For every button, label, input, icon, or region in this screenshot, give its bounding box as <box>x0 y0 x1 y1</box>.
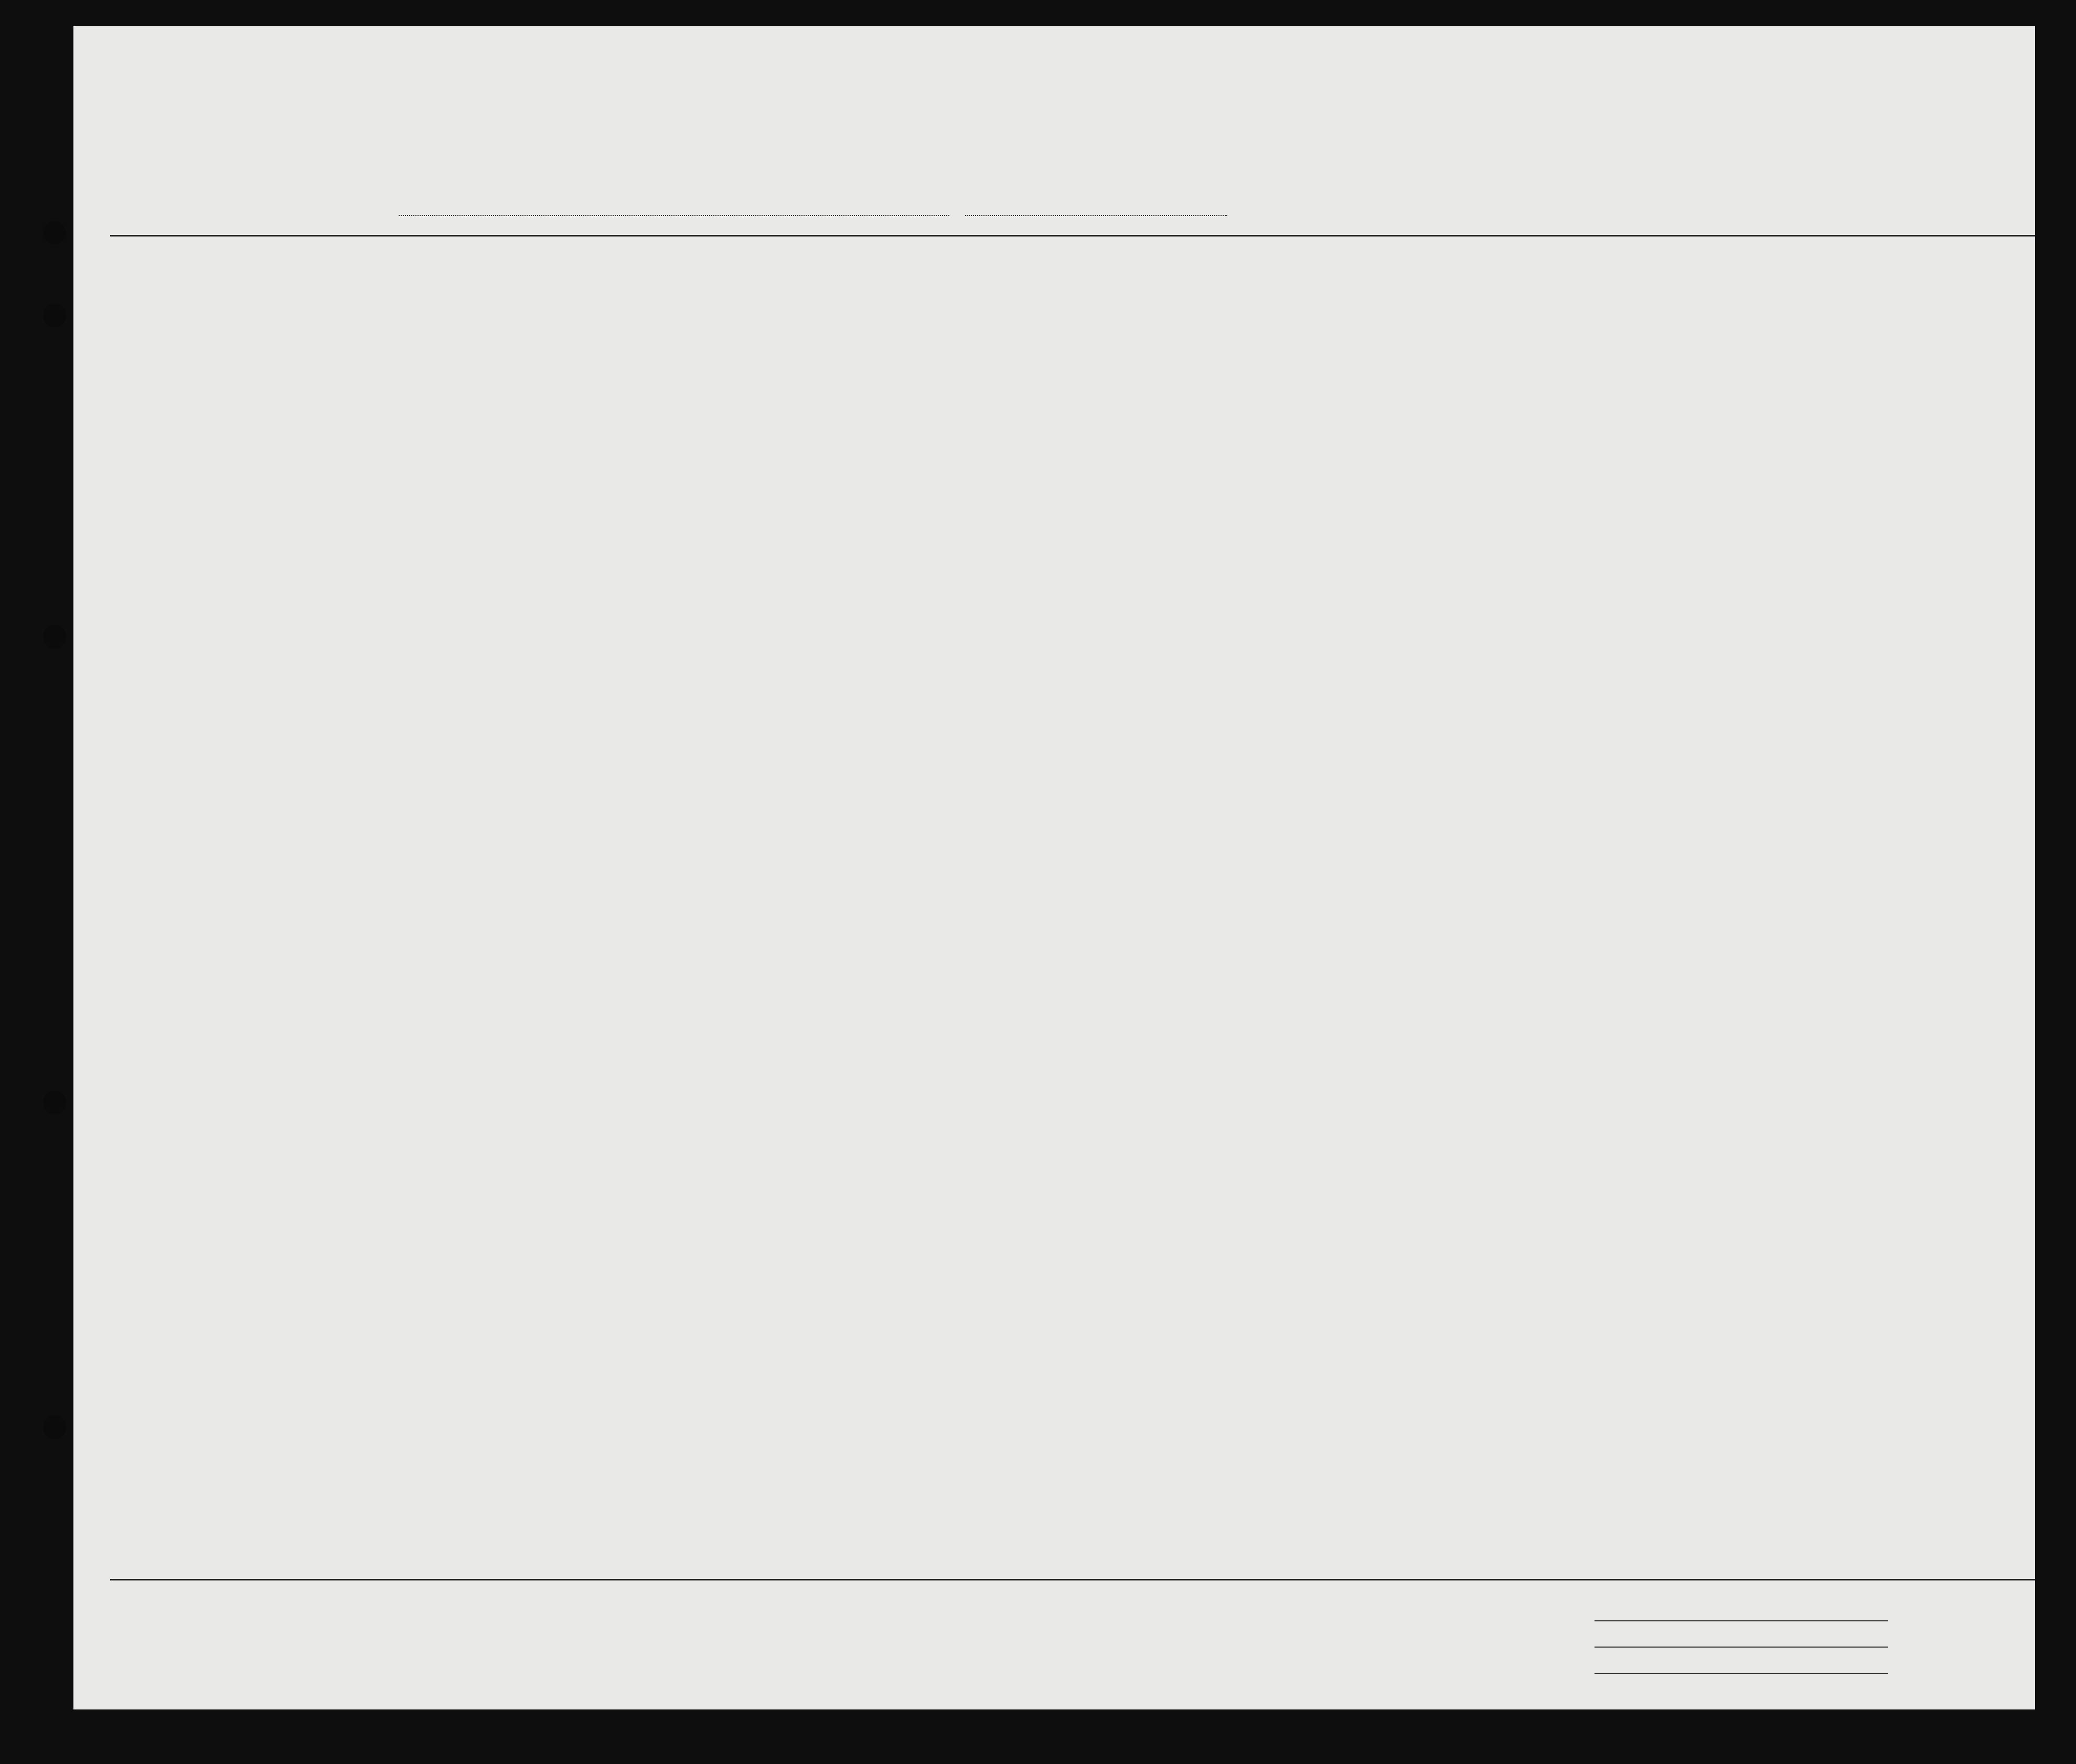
manifest-sheet <box>73 26 2035 1709</box>
date-rule <box>965 215 1227 216</box>
punch-hole <box>43 1091 66 1114</box>
punch-hole <box>43 1416 66 1439</box>
footer-agents-rule <box>1595 1673 1888 1674</box>
ditto-marks <box>110 236 2035 1579</box>
port-rule <box>399 215 949 216</box>
footer-line-rule <box>1595 1620 1888 1621</box>
punch-hole <box>43 625 66 648</box>
punch-hole <box>43 304 66 327</box>
footer-owners-rule <box>1595 1647 1888 1648</box>
passenger-table <box>110 235 2035 1580</box>
punch-hole <box>43 221 66 244</box>
